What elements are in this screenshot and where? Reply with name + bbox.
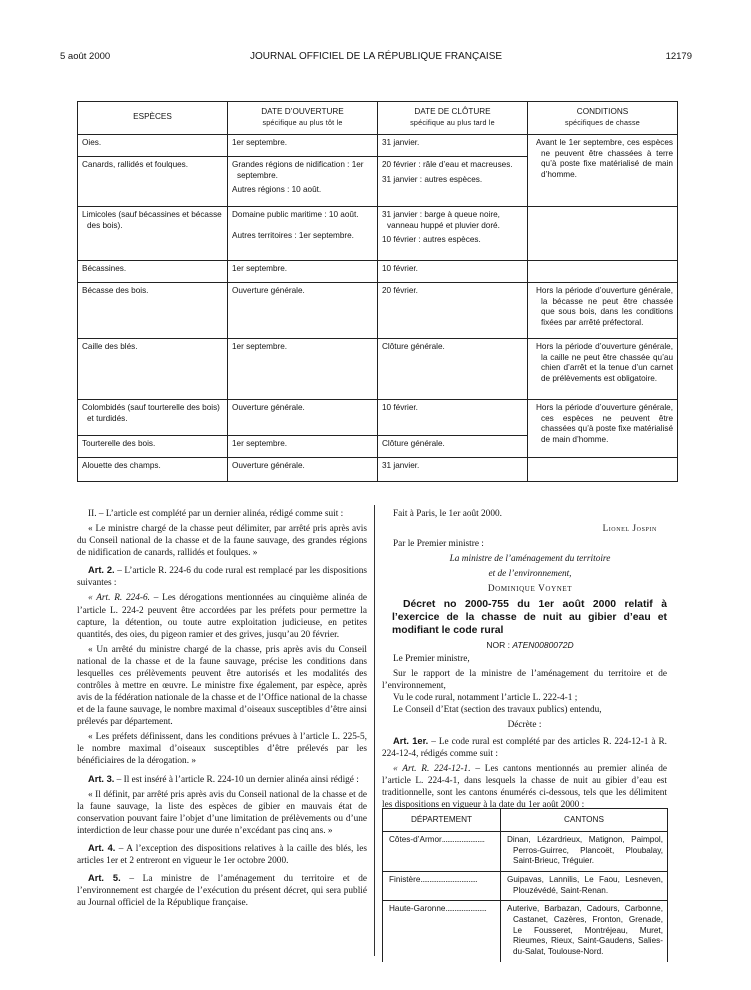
table-row — [78, 400, 678, 436]
article-5: Art. 5. – La ministre de l’aménagement du territoire et de l’environnement est chargée de l’exécution du présent décret, qui sera publié au Journal officiel de la République française. — [77, 873, 367, 909]
header-date: 5 août 2000 — [60, 51, 111, 62]
hunting-seasons-table — [77, 101, 678, 482]
open-cell: 1er septembre. — [228, 436, 378, 458]
paragraph: « Les préfets définissent, dans les conditions prévues à l’article L. 225-5, le nombre maximal d’oiseaux susceptibles d’être prélevés par les bénéficiaires de la dérogation. » — [77, 732, 367, 767]
close-cell: 31 janvier. — [378, 135, 528, 157]
species-cell: Colombidés (sauf tourterelle des bois) et turdidés. — [78, 400, 228, 436]
open-cell: Ouverture générale. — [228, 400, 378, 436]
table-row — [383, 871, 668, 900]
open-cell: Domaine public maritime : 10 août. Autres territoires : 1er septembre. — [228, 207, 378, 261]
conditions-cell-empty — [528, 207, 678, 261]
species-cell: Tourterelle des bois. — [78, 436, 228, 458]
col-header-departement: DÉPARTEMENT — [383, 809, 501, 832]
header-journal-title: JOURNAL OFFICIEL DE LA RÉPUBLIQUE FRANÇAISE — [249, 51, 503, 62]
page-header — [60, 51, 692, 65]
table-row — [78, 207, 678, 261]
column-divider — [374, 505, 375, 956]
minister-role-line-1: La ministre de l’aménagement du territoire — [449, 553, 611, 564]
department-cell: Côtes-d’Armor........................ — [383, 832, 501, 872]
open-cell: 1er septembre. — [228, 339, 378, 400]
table-row — [383, 832, 668, 872]
col-header-ouverture: DATE D’OUVERTURE spécifique au plus tôt le — [228, 102, 378, 135]
species-cell: Limicoles (sauf bécassines et bécasse des bois). — [78, 207, 228, 261]
table-row — [78, 261, 678, 283]
species-cell: Bécasse des bois. — [78, 283, 228, 339]
signature-by-line: Par le Premier ministre : — [393, 538, 484, 549]
right-text-column — [382, 508, 667, 814]
table-row — [78, 283, 678, 339]
signature-place-date: Fait à Paris, le 1er août 2000. — [393, 509, 502, 519]
conditions-cell: Hors la période d’ouverture générale, la caille ne peut être chassée qu’au chien d’arrêt et la tenue d’un carnet de prélèvements est obligatoire. — [528, 339, 678, 400]
paragraph: Le Premier ministre, — [393, 654, 470, 665]
paragraph: « Art. R. 224-12-1. – Les cantons mentionnés au premier alinéa de l’article L. 224-4-1, dans lesquels la chasse de nuit au gibier d’eau est traditionnelle, sont les cantons énumérés ci-dessous, tels que les délimitent les dispositions en vigueur à la date du 1er août 2000 : — [382, 763, 667, 810]
table-row — [78, 339, 678, 400]
minister-name: Dominique Voynet — [487, 584, 573, 594]
open-cell: Ouverture générale. — [228, 283, 378, 339]
col-header-conditions: CONDITIONS spécifiques de chasse — [528, 102, 678, 135]
paragraph: « Art. R. 224-6. – Les dérogations mentionnées au cinquième alinéa de l’article L. 224-2 peuvent être accordées par les préfets pour permettre la capture, la détention, ou toute autre exploitation judicieuse, en petites quantités, des oies, du pigeon ramier et des grives, jusqu’au 20 février. — [77, 593, 367, 640]
article-2: Art. 2. – L’article R. 224-6 du code rural est remplacé par les dispositions suivantes : — [77, 565, 367, 589]
close-cell: 10 février. — [378, 400, 528, 436]
paragraph: Sur le rapport de la ministre de l’aménagement du territoire et de l’environnement, — [382, 669, 667, 692]
cantons-cell: Guipavas, Lannilis, Le Faou, Lesneven, Plouzévédé, Saint-Renan. — [501, 871, 668, 900]
paragraph: II. – L’article est complété par un dernier alinéa, rédigé comme suit : — [88, 509, 344, 519]
table-header-row — [78, 102, 678, 135]
species-cell: Oies. — [78, 135, 228, 157]
left-text-column — [77, 508, 367, 912]
species-cell: Alouette des champs. — [78, 458, 228, 482]
table-row — [383, 901, 668, 962]
conditions-cell-empty — [528, 458, 678, 482]
decree-title: Décret no 2000-755 du 1er août 2000 relatif à l’exercice de la chasse de nuit au gibier d’eau et modifiant le code rural — [392, 599, 667, 637]
close-cell: 20 février : râle d’eau et macreuses. 31 janvier : autres espèces. — [378, 157, 528, 207]
species-cell: Caille des blés. — [78, 339, 228, 400]
minister-role-line-2: et de l’environnement, — [488, 568, 572, 579]
table-row — [78, 458, 678, 482]
open-cell: 1er septembre. — [228, 135, 378, 157]
close-cell: Clôture générale. — [378, 436, 528, 458]
conditions-cell-empty — [528, 261, 678, 283]
col-header-cloture: DATE DE CLÔTURE spécifique au plus tard le — [378, 102, 528, 135]
article-3: Art. 3. – Il est inséré à l’article R. 224-10 un dernier alinéa ainsi rédigé : — [88, 773, 359, 785]
col-header-especes: ESPÈCES — [78, 102, 228, 135]
open-cell: Grandes régions de nidification : 1er septembre. Autres régions : 10 août. — [228, 157, 378, 207]
paragraph: « Le ministre chargé de la chasse peut délimiter, par arrêté pris après avis du Conseil national de la chasse et de la faune sauvage, des grandes régions de nidification de canards, rallidés et foulques. » — [77, 524, 367, 559]
close-cell: Clôture générale. — [378, 339, 528, 400]
paragraph: « Il définit, par arrêté pris après avis du Conseil national de la chasse et de la faune sauvage, la liste des espèces de gibier en mauvais état de conservation pouvant faire l’objet d’une limitation de prélèvements ou d’une interdiction de leur chasse pour une durée n’excédant pas cinq ans. » — [77, 789, 367, 836]
close-cell: 31 janvier. — [378, 458, 528, 482]
open-cell: Ouverture générale. — [228, 458, 378, 482]
article-1: Art. 1er. – Le code rural est complété par des articles R. 224-12-1 à R. 224-12-4, rédigés comme suit : — [382, 735, 667, 759]
species-cell: Canards, rallidés et foulques. — [78, 157, 228, 207]
paragraph: Vu le code rural, notamment l’article L. 222-4-1 ; — [393, 693, 578, 704]
header-page-number: 12179 — [665, 51, 692, 62]
species-cell: Bécassines. — [78, 261, 228, 283]
department-cell: Finistère................................ — [383, 871, 501, 900]
conditions-cell: Hors la période d’ouverture générale, ces espèces ne peuvent être chassées qu’à poste fixe matérialisé de main d’homme. — [528, 400, 678, 458]
signer-name: Lionel Jospin — [602, 523, 657, 534]
paragraph: « Un arrêté du ministre chargé de la chasse, pris après avis du Conseil national de la chasse et de la faune sauvage, précise les conditions dans lesquelles ces prélèvements peuvent être autorisés et les modalités des contrôles à mettre en œuvre. Le ministre fixe également, par espèce, après avis de la fédération nationale de la chasse et de l’Office national de la chasse et de la faune sauvage, le nombre maximal d’oiseaux susceptibles d’être ainsi prélevés par département. — [77, 644, 367, 728]
table-row — [78, 135, 678, 157]
close-cell: 10 février. — [378, 261, 528, 283]
decrete-line: Décrète : — [507, 720, 542, 731]
table-header-row — [383, 809, 668, 832]
conditions-cell: Avant le 1er septembre, ces espèces ne peuvent être chassées à terre qu’à poste fixe matérialisé de main d’homme. — [528, 135, 678, 207]
department-cell: Haute-Garonne....................... — [383, 901, 501, 962]
cantons-table — [382, 808, 668, 962]
close-cell: 20 février. — [378, 283, 528, 339]
conditions-cell: Hors la période d’ouverture générale, la bécasse ne peut être chassée que sous bois, dans les conditions fixées par arrêté préfectoral. — [528, 283, 678, 339]
paragraph: Le Conseil d’Etat (section des travaux publics) entendu, — [393, 705, 602, 716]
cantons-cell: Auterive, Barbazan, Cadours, Carbonne, Castanet, Cazères, Fronton, Grenade, Le Fousseret, Montréjeau, Muret, Rieumes, Rieux, Saint-Gaudens, Salies-du-Salat, Toulouse-Nord. — [501, 901, 668, 962]
close-cell: 31 janvier : barge à queue noire, vanneau huppé et pluvier doré. 10 février : autres espèces. — [378, 207, 528, 261]
article-4: Art. 4. – A l’exception des dispositions relatives à la caille des blés, les articles 1er et 2 entreront en vigueur le 1er octobre 2000. — [77, 842, 367, 867]
col-header-cantons: CANTONS — [501, 809, 668, 832]
nor-reference: NOR : ATEN0080072D — [486, 640, 574, 651]
open-cell: 1er septembre. — [228, 261, 378, 283]
cantons-cell: Dinan, Lézardrieux, Matignon, Paimpol, Perros-Guirrec, Plancoët, Ploubalay, Saint-Brieuc, Tréguier. — [501, 832, 668, 872]
